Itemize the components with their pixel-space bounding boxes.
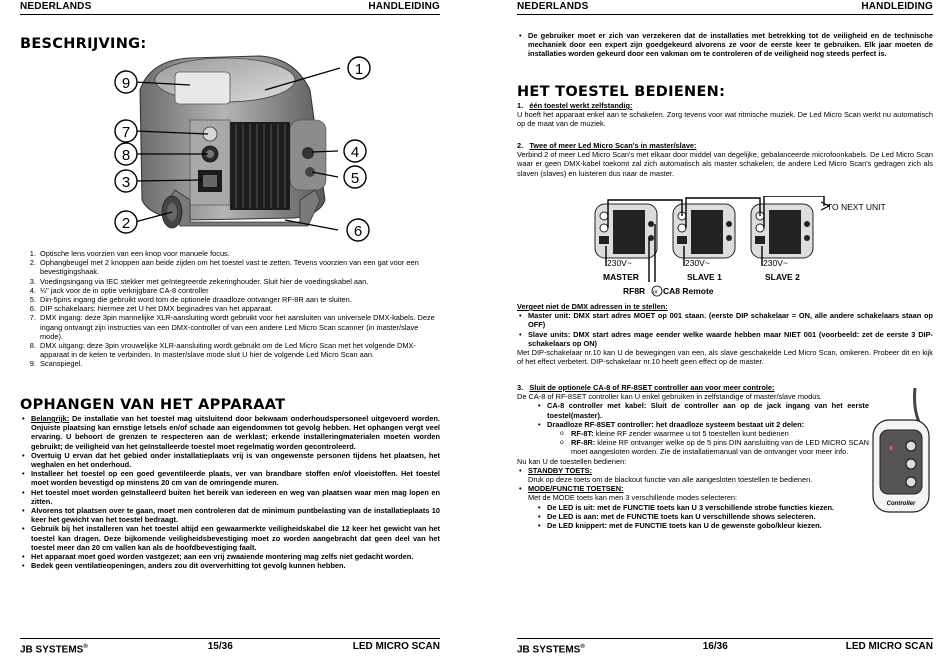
callout-4: 4 bbox=[350, 144, 360, 161]
callout-3: 3 bbox=[121, 174, 131, 191]
callout-1: 1 bbox=[354, 61, 364, 78]
right-page bbox=[517, 0, 933, 654]
remote-caption: Controller bbox=[886, 501, 916, 507]
header-language: NEDERLANDS bbox=[517, 1, 589, 12]
mounting-item: • Bedek geen ventilatieopeningen, anders zou dit oververhitting tot gevolg kunnen hebben. bbox=[31, 561, 440, 570]
mounting-block bbox=[20, 414, 440, 570]
page-header bbox=[20, 1, 440, 15]
led-blink-item: • De LED knippert: met de FUNCTIE toets kan U de gewenste gobo/kleur kiezen. bbox=[547, 521, 947, 530]
mounting-item: • Alvorens tot plaatsen over te gaan, moet men controleren dat de minimum puntbelasting van de installatieplaats 10 keer het gewicht van het toestel bedraagt. bbox=[31, 506, 440, 524]
mode-text: Met de MODE toets kan men 3 verschillende modes selecteren: bbox=[528, 493, 738, 503]
description-item: 1. Optische lens voorzien van een knop voor manuele focus. bbox=[38, 249, 440, 258]
to-next-unit-label: TO NEXT UNIT bbox=[827, 202, 886, 212]
important-text: De installatie van het toestel mag uitsluitend door bekwaam onderhoudspersoneel uitgevoerd worden. Onjuiste plaatsing kan ernstige letsels en/of schade aan eigendommen tot gevolg hebben. Het ophangen vergt veel ervaring. U behoort de grenzen te respecteren aan de werklast; erkende installeringmaterialen moeten worden gebruikt; de veiligheid van het geïnstalleerde toestel moet regelmatig worden gecontroleerd. bbox=[31, 414, 440, 451]
voltage-label-slave-2: 230V~ bbox=[763, 258, 788, 268]
callout-7: 7 bbox=[121, 124, 131, 141]
standby-text: Druk op deze toets om de blackout functie van alle aangesloten toestellen te bedienen. bbox=[528, 475, 813, 485]
callout-6: 6 bbox=[353, 223, 363, 240]
controller-section: 3. Sluit de optionele CA-8 of RF-8SET controller aan voor meer controle: De CA-8 of RF-8SET controller kan U enkel gebruiken in zelfstandige of master/slave modus. • CA-8 controller met kabel: Sluit de controller aan op de jack ingang van het eerste toestel(master). • Draadloze RF-8SET controller: het draadloze systeem bestaat uit 2 delen: o RF-8T: kleine RF zender waarmee u tot 5 toestellen kunt bedienen o RF-8R: kleine RF ontvanger welke op de 5 pins DIN aansluiting van de LED MICRO SCAN moet aangesloten worden. Zie de installatiemanual van de ontvanger voor meer info. Nu kan U de toestellen bedienen: • STANDBY TOETS: Druk op deze toets om de blackout functie van alle aangesloten toestellen te bedienen. • MODE/FUNCTIE TOETSEN: Met de MODE toets kan men 3 verschillende modes selecteren: • De LED is uit: met de FUNCTIE toets kan U 3 verschillende strobe functies kiezen. • De LED is aan: met de FUNCTIE toets kan U verschillende shows selecteren. • De LED knippert: met de FUNCTIE toets kan U de gewenste gobo/kleur kiezen. bbox=[517, 383, 869, 530]
footer-page-number: 16/36 bbox=[702, 641, 728, 652]
rf8t-item: o RF-8T: kleine RF zender waarmee u tot 5 toestellen kunt bedienen bbox=[571, 429, 869, 438]
mounting-item: • Het toestel moet worden geïnstalleerd buiten het bereik van iedereen en weg van plaatsen waar men mag lopen en zitten. bbox=[31, 488, 440, 506]
unit-master bbox=[595, 204, 657, 258]
voltage-label-master: 230V~ bbox=[607, 258, 632, 268]
dmx-master: • Master unit: DMX start adres MOET op 001 staan. (eerste DIP schakelaar = ON, alle andere schakelaars staan op OFF) bbox=[528, 311, 933, 329]
standalone-title: één toestel werkt zelfstandig: bbox=[529, 101, 633, 110]
footer-page-number: 15/36 bbox=[207, 641, 233, 652]
mounting-item: • Gebruik bij het installeren van het toestel altijd een gewaarmerkte veiligheidskabel die 12 keer het gewicht van het toestel kan dragen. Deze bijkomende veiligheidsbevestiging moet zo worden aangebracht dat geen deel van het toestel meer dan 20 cm vallen kan als de hoofdbevestiging faalt. bbox=[31, 524, 440, 552]
header-manual: HANDLEIDING bbox=[368, 1, 440, 12]
description-item: 6. DIP schakelaars: hiermee zet U het DMX beginadres van het apparaat. bbox=[38, 304, 440, 313]
callout-2: 2 bbox=[121, 215, 131, 232]
or-label: or bbox=[653, 289, 658, 296]
controller-text: De CA-8 of RF-8SET controller kan U enkel gebruiken in zelfstandige of master/slave modus. bbox=[517, 392, 823, 402]
callout-8: 8 bbox=[121, 147, 131, 164]
description-heading: BESCHRIJVING: bbox=[20, 36, 147, 52]
header-language: NEDERLANDS bbox=[20, 1, 92, 12]
master-label: MASTER bbox=[603, 272, 639, 282]
mounting-item: • Installeer het toestel op een goed geventileerde plaats, ver van brandbare stoffen en/of vloeistoffen. Het toestel moet worden bevestigd op minstens 20 cm van de omringende muren. bbox=[31, 469, 440, 487]
intro-block bbox=[517, 31, 933, 59]
footer-product: LED MICRO SCAN bbox=[845, 641, 933, 652]
dmx-section bbox=[517, 302, 933, 366]
standalone-text: U hoeft het apparaat enkel aan te schakelen. Zorg tevens voor wat ritmische muziek. De Led Micro Scan werkt nu automatisch op de maat van de muziek. bbox=[517, 110, 933, 129]
dmx-dip-text: Met DIP-schakelaar nr.10 kan U de bewegingen van een, als slave geschakelde Led Micro Scan, omkeren. Probeer dit en kijk of het effect verbetert. DIP-schakelaar nr.10 heeft geen effect op de master. bbox=[517, 348, 933, 367]
master-slave-diagram bbox=[589, 196, 889, 300]
master-slave-section: 2. Twee of meer Led Micro Scan's in master/slave: Verbind 2 of meer Led Micro Scan's met elkaar door middel van degelijke, gebalanceerde microfoonkabels. De Led Micro Scan waar er geen DMX-kabel toekomt zal zich automatisch als master schakelen; de andere Led Micro Scan's gedragen zich als slaven (slaves) en luisteren dus naar de master. bbox=[517, 141, 933, 178]
standby-label: • STANDBY TOETS: bbox=[528, 466, 869, 475]
ca8-item: • CA-8 controller met kabel: Sluit de controller aan op de jack ingang van het eerste toestel(master). bbox=[547, 401, 869, 419]
led-on-item: • De LED is aan: met de FUNCTIE toets kan U verschillende shows selecteren. bbox=[547, 512, 947, 521]
mounting-heading: OPHANGEN VAN HET APPARAAT bbox=[20, 397, 286, 413]
page-footer bbox=[517, 638, 933, 657]
callout-5: 5 bbox=[350, 170, 360, 187]
page-footer bbox=[20, 638, 440, 657]
important-label: Belangrijk: bbox=[31, 414, 70, 423]
device-illustration bbox=[80, 50, 380, 248]
slave-1-label: SLAVE 1 bbox=[687, 272, 722, 282]
description-item: 8. DMX uitgang: deze 3pin vrouwelijke XLR-aansluiting wordt gebruikt om de Led Micro Scan met het volgende DMX-apparaat in de keten te verbinden. In master/slave mode sluit U hier de volgende Led Micro Scan aan. bbox=[38, 341, 440, 359]
description-item: 4. ¼" jack voor de in optie verkrijgbare CA-8 controller bbox=[38, 286, 440, 295]
mounting-item: • Overtuig U ervan dat het gebied onder installatieplaats vrij is van ongewenste personen tijdens het plaatsen, het weghalen en het onderhoud. bbox=[31, 451, 440, 469]
slave-2-label: SLAVE 2 bbox=[765, 272, 800, 282]
now-text: Nu kan U de toestellen bedienen: bbox=[517, 456, 627, 466]
rf8r-item: o RF-8R: kleine RF ontvanger welke op de 5 pins DIN aansluiting van de LED MICRO SCAN moet aangesloten worden. Zie de installatiemanual van de ontvanger voor meer info. bbox=[571, 438, 869, 456]
description-item: 3. Voedingsingang via IEC stekker met geïntegreerde zekeringhouder. Sluit hier de voedingskabel aan. bbox=[38, 277, 440, 286]
remote-controller-illustration bbox=[869, 388, 933, 518]
footer-brand: JB SYSTEMS® bbox=[20, 644, 88, 656]
description-item: 2. Ophangbeugel met 2 knoppen aan beide zijden om het toestel vast te zetten. Tevens voorzien van een gat voor een bevestigingshaak. bbox=[38, 258, 440, 276]
voltage-label-slave-1: 230V~ bbox=[685, 258, 710, 268]
dmx-slave: • Slave units: DMX start adres mage eender welke waarde hebben maar NIET 001 (voorbeeld: zet de eerste 3 DIP-schakelaars op ON) bbox=[528, 330, 933, 348]
master-slave-title: Twee of meer Led Micro Scan's in master/slave: bbox=[529, 141, 697, 150]
standalone-section: 1. één toestel werkt zelfstandig: U hoeft het apparaat enkel aan te schakelen. Zorg tevens voor wat ritmische muziek. De Led Micro Scan werkt nu automatisch op de maat van de muziek. bbox=[517, 101, 933, 129]
ca8-label: CA8 Remote bbox=[663, 286, 714, 296]
mounting-list bbox=[20, 414, 440, 570]
left-page bbox=[20, 0, 440, 654]
description-item: 9. Scanspiegel. bbox=[38, 359, 440, 368]
description-list bbox=[20, 249, 440, 369]
description-list-block bbox=[20, 249, 440, 369]
heat-sink bbox=[230, 122, 290, 210]
led-off-item: • De LED is uit: met de FUNCTIE toets kan U 3 verschillende strobe functies kiezen. bbox=[547, 503, 947, 512]
scan-mirror bbox=[175, 72, 230, 104]
description-item: 5. Din-5pins ingang die gebruikt word tom de optionele draadloze ontvanger RF-8R aan te sluiten. bbox=[38, 295, 440, 304]
rf8set-item: • Draadloze RF-8SET controller: het draadloze systeem bestaat uit 2 delen: bbox=[547, 420, 869, 429]
mounting-important bbox=[31, 414, 440, 451]
master-slave-text: Verbind 2 of meer Led Micro Scan's met elkaar door middel van degelijke, gebalanceerde microfoonkabels. De Led Micro Scan waar er geen DMX-kabel toekomt zal zich automatisch als master schakelen; de andere Led Micro Scan's gedragen zich als slaven (slaves) en luisteren dus naar de master. bbox=[517, 150, 933, 178]
mounting-item: • Het apparaat moet goed worden vastgezet; aan een vrij zwaaiende montering mag zelfs niet gedacht worden. bbox=[31, 552, 440, 561]
mode-label: • MODE/FUNCTIE TOETSEN: bbox=[528, 484, 869, 493]
description-item: 7. DMX ingang: deze 3pin mannelijke XLR-aansluiting wordt gebruikt voor het aansluiten van universele DMX-kabels. Deze ingang ontvangt zijn instructies van een DMX-controller of van een andere Led Micro Scan scanner (in master/slave mode). bbox=[38, 313, 440, 341]
header-manual: HANDLEIDING bbox=[861, 1, 933, 12]
controller-title: Sluit de optionele CA-8 of RF-8SET controller aan voor meer controle: bbox=[529, 383, 775, 392]
footer-product: LED MICRO SCAN bbox=[352, 641, 440, 652]
operating-heading: HET TOESTEL BEDIENEN: bbox=[517, 84, 726, 100]
dmx-title: Vergeet niet de DMX adressen in te stellen: bbox=[517, 302, 668, 311]
callout-9: 9 bbox=[121, 75, 131, 92]
page-header bbox=[517, 1, 933, 15]
intro-bullet: • De gebruiker moet er zich van verzekeren dat de installaties met betrekking tot de veiligheid en de technische mechaniek door een expert zijn goedgekeurd alvorens ze voor de eerste keer te gebruiken. Elk jaar moeten de installaties worden gekeurd door een vakman om te controleren of de veiligheid nog steeds perfect is. bbox=[528, 31, 933, 59]
footer-brand: JB SYSTEMS® bbox=[517, 644, 585, 656]
rf8r-label: RF8R bbox=[623, 286, 646, 296]
